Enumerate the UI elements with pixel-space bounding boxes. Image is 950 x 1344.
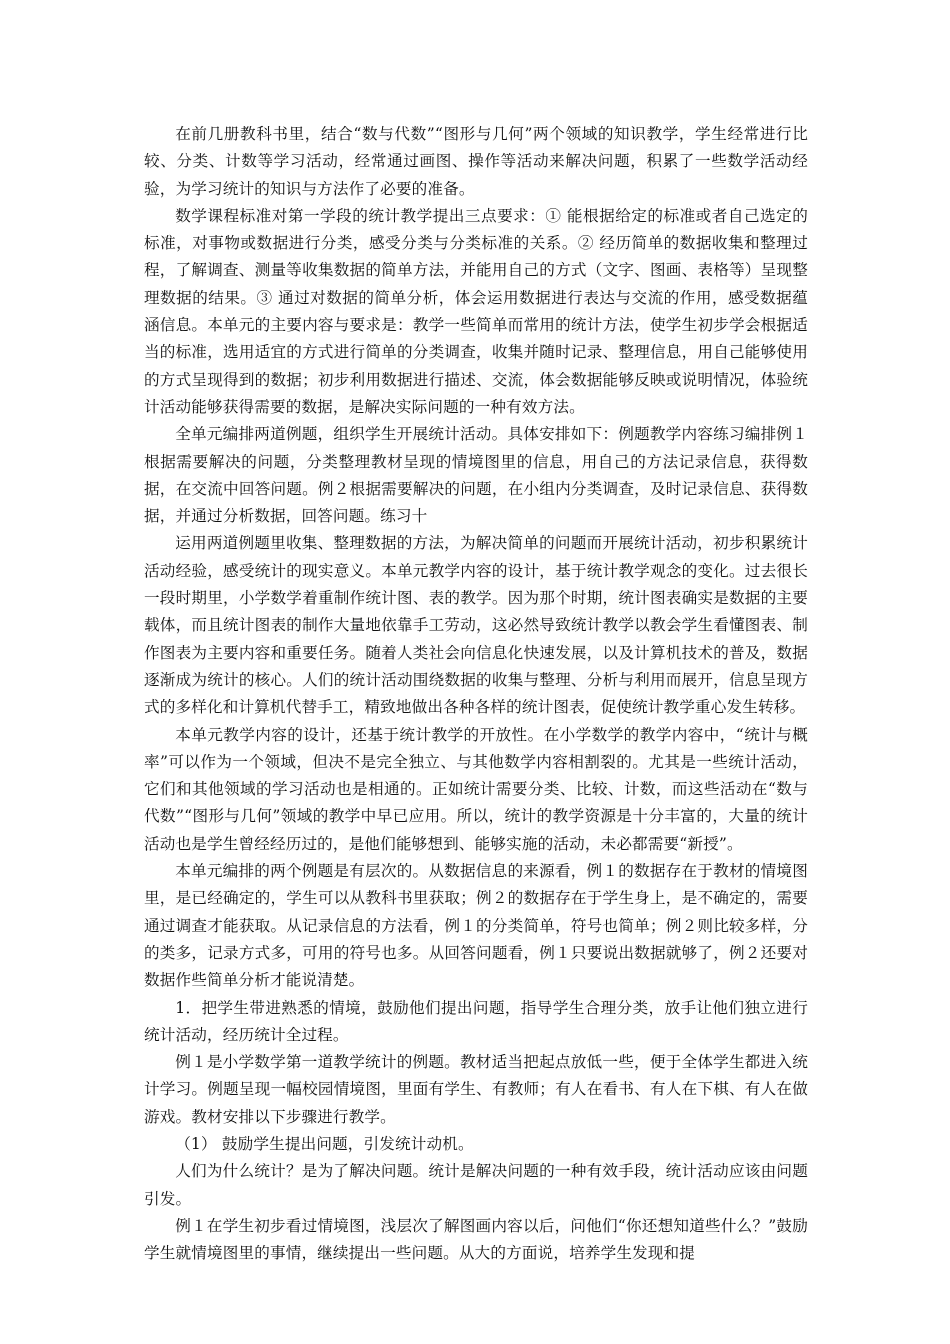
paragraph-example-levels: 本单元编排的两个例题是有层次的。从数据信息的来源看，例１的数据存在于教材的情境图里，是已经确定的，学生可以从教科书里获取；例２的数据存在于学生身上，是不确定的，需要通过调查才能获取。从记录信息的方法看，例１的分类简单，符号也简单；例２则比较多样，分的类多，记录方式多，可用的符号也多。从回答问题看，例１只要说出数据就够了，例２还要对数据作些简单分析才能说清楚。 — [144, 862, 808, 990]
paragraph-encourage-questions: 例１在学生初步看过情境图，浅层次了解图画内容以后，问他们“你还想知道些什么？”鼓励学生就情境图里的事情，继续提出一些问题。从大的方面说，培养学生发现和提 — [144, 1216, 808, 1263]
paragraph-step-one: （1） 鼓励学生提出问题，引发统计动机。 — [175, 1134, 474, 1153]
paragraph-example-one: 例１是小学数学第一道教学统计的例题。教材适当把起点放低一些，便于全体学生都进入统计学习。例题呈现一幅校园情境图，里面有学生、有教师；有人在看书、有人在下棋、有人在做游戏。教材安排以下步骤进行教学。 — [144, 1053, 808, 1126]
paragraph-why-statistics: 人们为什么统计？是为了解决问题。统计是解决问题的一种有效手段，统计活动应该由问题引发。 — [144, 1162, 808, 1208]
paragraph-openness: 本单元教学内容的设计，还基于统计教学的开放性。在小学数学的教学内容中，“统计与概率”可以作为一个领域，但决不是完全独立、与其他数学内容相割裂的。尤其是一些统计活动，它们和其他领域的学习活动也是相通的。正如统计需要分类、比较、计数，而这些活动在“数与代数”“图形与几何”领域的教学中早已应用。所以，统计的教学资源是十分丰富的，大量的统计活动也是学生曾经经历过的，是他们能够想到、能够实施的活动，未必都需要“新授”。 — [144, 725, 808, 853]
paragraph-design-concept: 运用两道例题里收集、整理数据的方法，为解决简单的问题而开展统计活动，初步积累统计活动经验，感受统计的现实意义。本单元教学内容的设计，基于统计教学观念的变化。过去很长一段时期里，小学数学着重制作统计图、表的教学。因为那个时期，统计图表确实是数据的主要载体，而且统计图表的制作大量地依靠手工劳动，这必然导致统计教学以教会学生看懂图表、制作图表为主要内容和重要任务。随着人类社会向信息化快速发展，以及计算机技术的普及，数据逐渐成为统计的核心。人们的统计活动围绕数据的收集与整理、分析与利用而展开，信息呈现方式的多样化和计算机代替手工，精致地做出各种各样的统计图表，促使统计教学重心发生转移。 — [144, 534, 808, 717]
document-body — [144, 121, 808, 1267]
paragraph-unit-arrangement: 全单元编排两道例题，组织学生开展统计活动。具体安排如下：例题教学内容练习编排例１根据需要解决的问题，分类整理教材呈现的情境图里的信息，用自己的方法记录信息，获得数据，在交流中回答问题。例２根据需要解决的问题，在小组内分类调查，及时记录信息、获得数据，并通过分析数据，回答问题。练习十 — [144, 425, 808, 526]
paragraph-prior-knowledge: 在前几册教科书里，结合“数与代数”“图形与几何”两个领域的知识教学，学生经常进行比较、分类、计数等学习活动，经常通过画图、操作等活动来解决问题，积累了一些数学活动经验，为学习统计的知识与方法作了必要的准备。 — [144, 125, 808, 198]
paragraph-point-one: 1．把学生带进熟悉的情境，鼓励他们提出问题，指导学生合理分类，放手让他们独立进行统计活动，经历统计全过程。 — [144, 998, 808, 1044]
paragraph-curriculum-standards: 数学课程标准对第一学段的统计教学提出三点要求：① 能根据给定的标准或者自己选定的标准，对事物或数据进行分类，感受分类与分类标准的关系。② 经历简单的数据收集和整理过程，了解调查、测量等收集数据的简单方法，并能用自己的方式（文字、图画、表格等）呈现整理数据的结果。③ 通过对数据的简单分析，体会运用数据进行表达与交流的作用，感受数据蕴涵信息。本单元的主要内容与要求是：教学一些简单而常用的统计方法，使学生初步学会根据适当的标准，选用适宜的方式进行简单的分类调查，收集并随时记录、整理信息，用自己能够使用的方式呈现得到的数据；初步利用数据进行描述、交流，体会数据能够反映或说明情况，体验统计活动能够获得需要的数据，是解决实际问题的一种有效方法。 — [144, 206, 808, 416]
